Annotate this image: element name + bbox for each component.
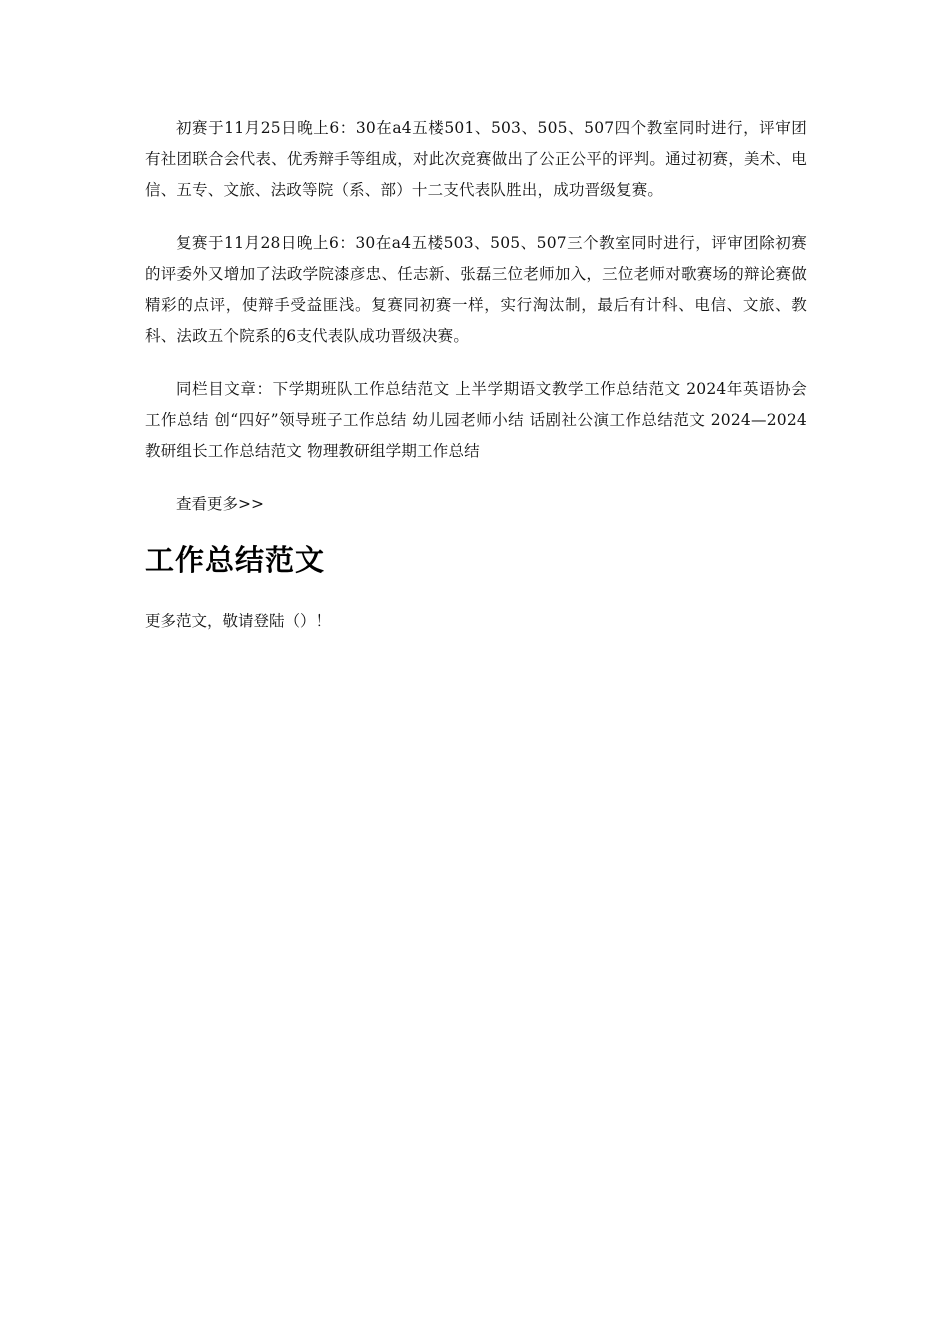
section-title: 工作总结范文	[145, 543, 326, 577]
related-article-link[interactable]: 物理教研组学期工作总结	[307, 442, 480, 460]
paragraph-preliminary-round: 初赛于11月25日晚上6：30在a4五楼501、503、505、507四个教室同时进行，评审团有社团联合会代表、优秀辩手等组成，对此次竞赛做出了公正公平的评判。通过初赛，美术、电信、五专、文旅、法政等院（系、部）十二支代表队胜出，成功晋级复赛。	[145, 119, 807, 199]
paragraph-second-round: 复赛于11月28日晚上6：30在a4五楼503、505、507三个教室同时进行，评审团除初赛的评委外又增加了法政学院漆彦忠、任志新、张磊三位老师加入，三位老师对歌赛场的辩论赛做精彩的点评，使辩手受益匪浅。复赛同初赛一样，实行淘汰制，最后有计科、电信、文旅、教科、法政五个院系的6支代表队成功晋级决赛。	[145, 234, 807, 345]
related-articles-label: 同栏目文章：	[176, 380, 273, 398]
document-page	[145, 113, 807, 637]
view-more-link-row	[145, 489, 807, 520]
related-article-link[interactable]: 上半学期语文教学工作总结范文	[455, 380, 681, 398]
related-article-link[interactable]: 幼儿园老师小结	[412, 411, 525, 429]
related-article-link[interactable]: 下学期班队工作总结范文	[272, 380, 450, 398]
view-more-link[interactable]: 查看更多>>	[176, 495, 264, 513]
related-article-link[interactable]: 2024—2024教研组长工作总结范文	[145, 411, 807, 460]
related-article-link[interactable]: 创“四好”领导班子工作总结	[214, 411, 407, 429]
related-article-link[interactable]: 2024年英语协会工作总结	[145, 380, 807, 429]
footer-note: 更多范文，敬请登陆（）！	[145, 612, 332, 630]
related-articles	[145, 374, 807, 467]
related-article-link[interactable]: 话剧社公演工作总结范文	[529, 411, 706, 429]
